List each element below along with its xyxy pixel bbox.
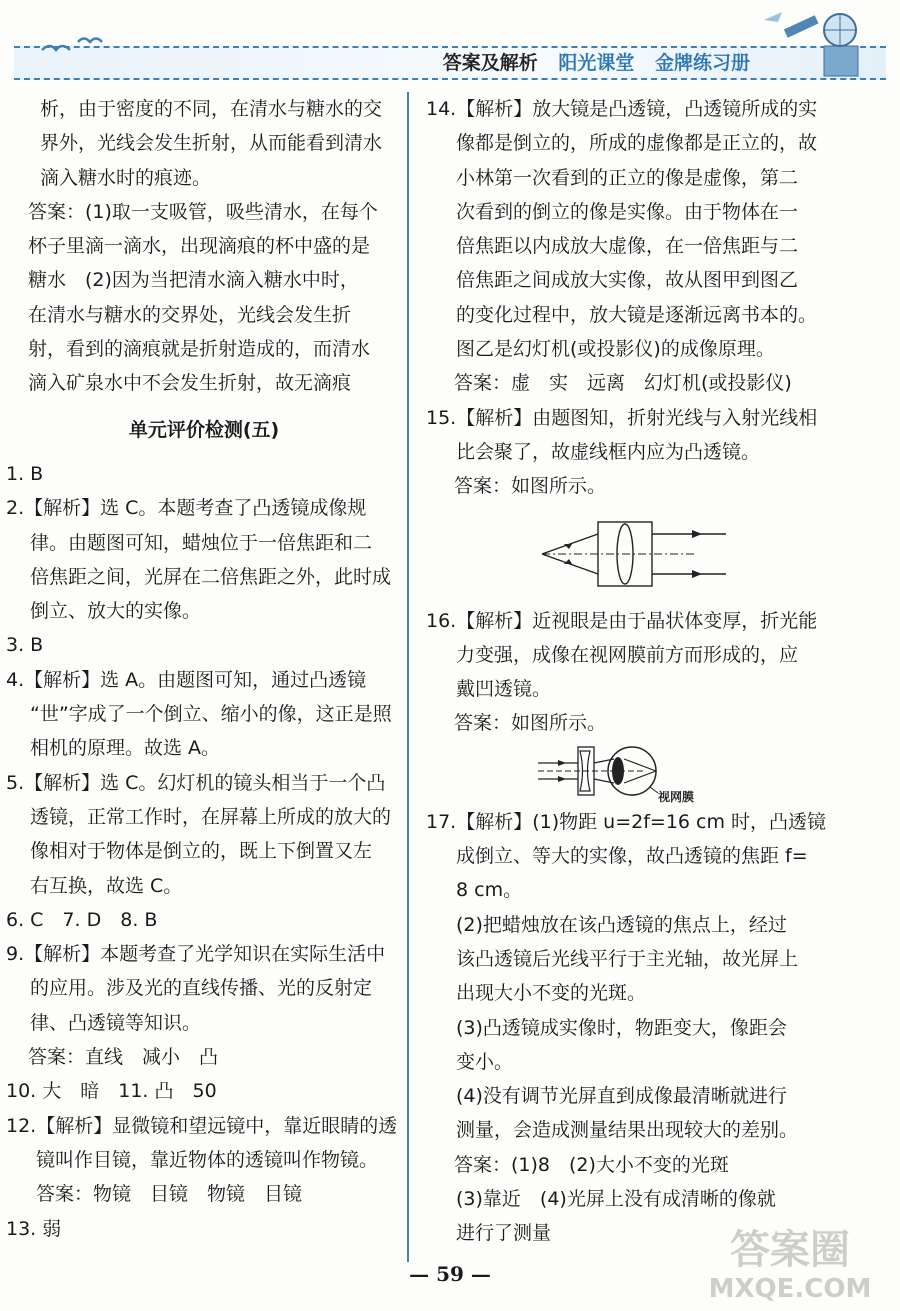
text-line: 射，看到的滴痕就是折射造成的，而清水 xyxy=(28,338,371,361)
convex-lens-diagram xyxy=(426,504,816,604)
text-line: 杯子里滴一滴水，出现滴痕的杯中盛的是 xyxy=(28,235,371,258)
header-book-label: 金牌练习册 xyxy=(654,52,750,74)
text-line: 戴凹透镜。 xyxy=(456,678,552,701)
answer-line: 答案：(1)8 (2)大小不变的光斑 xyxy=(454,1153,729,1176)
text-line: 在清水与糖水的交界处，光线会发生折 xyxy=(28,303,352,326)
globe-telescope-icon xyxy=(754,0,874,80)
header-series-label: 阳光课堂 xyxy=(558,52,635,74)
item-line: 10. 大 暗 11. 凸 50 xyxy=(6,1080,217,1103)
text-line: 比会聚了，故虚线框内应为凸透镜。 xyxy=(456,440,761,463)
item-line: 17.【解析】(1)物距 u=2f=16 cm 时，凸透镜 xyxy=(426,810,827,833)
item-line: 5.【解析】选 C。幻灯机的镜头相当于一个凸 xyxy=(6,771,386,794)
text-line: 透镜，正常工作时，在屏幕上所成的放大的 xyxy=(30,805,392,828)
myopia-correction-diagram xyxy=(426,741,816,805)
page-number: — 59 — xyxy=(409,1262,491,1286)
text-line: (3)凸透镜成实像时，物距变大，像距会 xyxy=(456,1016,787,1039)
text-line: 测量，会造成测量结果出现较大的差别。 xyxy=(456,1119,799,1142)
text-line: 滴入矿泉水中不会发生折射，故无滴痕 xyxy=(28,372,352,395)
answer-line: 答案：物镜 目镜 物镜 目镜 xyxy=(36,1183,303,1206)
text-line: 界外，光线会发生折射，从而能看到清水 xyxy=(40,132,383,155)
answer-line: 答案：(1)取一支吸管，吸些清水，在每个 xyxy=(28,200,378,223)
text-line: 倍焦距之间，光屏在二倍焦距之外，此时成 xyxy=(30,565,392,588)
left-column xyxy=(6,92,402,1246)
convex-lens-figure xyxy=(426,504,816,604)
item-line: 16.【解析】近视眼是由于晶状体变厚，折光能 xyxy=(426,609,818,632)
text-line: 8 cm。 xyxy=(456,879,523,902)
birds-icon xyxy=(40,28,120,58)
text-line: 像相对于物体是倒立的，既上下倒置又左 xyxy=(30,840,373,863)
text-line: 倍焦距以内成放大虚像，在一倍焦距与二 xyxy=(456,235,799,258)
text-line: 右互换，故选 C。 xyxy=(30,874,183,897)
text-line: 律、凸透镜等知识。 xyxy=(30,1011,202,1034)
text-line: 律。由题图可知，蜡烛位于一倍焦距和二 xyxy=(30,531,373,554)
text-line: 滴入糖水时的痕迹。 xyxy=(40,166,212,189)
text-line: “世”字成了一个倒立、缩小的像，这正是照 xyxy=(30,703,392,726)
item-line: 1. B xyxy=(6,462,44,485)
answer-line: 答案：如图所示。 xyxy=(454,475,607,498)
text-line: 成倒立、等大的实像，故凸透镜的焦距 f= xyxy=(456,845,808,868)
text-line: 该凸透镜后光线平行于主光轴，故光屏上 xyxy=(456,947,799,970)
item-line: 6. C 7. D 8. B xyxy=(6,908,158,931)
item-line: 14.【解析】放大镜是凸透镜，凸透镜所成的实 xyxy=(426,98,818,120)
text-line: 倒立、放大的实像。 xyxy=(30,600,202,623)
text-line: 析，由于密度的不同，在清水与糖水的交 xyxy=(40,98,383,120)
watermark-text-top: 答案圈 xyxy=(730,1227,850,1273)
text-line: 力变强，成像在视网膜前方而形成的，应 xyxy=(456,643,799,666)
text-line: 出现大小不变的光斑。 xyxy=(456,982,647,1005)
text-line: 次看到的倒立的像是实像。由于物体在一 xyxy=(456,200,799,223)
item-line: 3. B xyxy=(6,634,44,657)
watermark-text-bottom: MXQE.COM xyxy=(708,1274,872,1304)
item-line: 4.【解析】选 A。由题图可知，通过凸透镜 xyxy=(6,668,367,691)
text-line: 倍焦距之间成放大实像，故从图甲到图乙 xyxy=(456,269,799,292)
answer-line: 答案：如图所示。 xyxy=(454,712,607,735)
watermark-logo xyxy=(690,1215,890,1305)
item-line: 2.【解析】选 C。本题考查了凸透镜成像规 xyxy=(6,497,367,520)
right-column xyxy=(426,92,827,1251)
text-line: 像都是倒立的，所成的虚像都是正立的，故 xyxy=(456,132,818,155)
header-title xyxy=(443,46,750,80)
text-line: 糖水 (2)因为当把清水滴入糖水中时， xyxy=(28,269,359,292)
page-header xyxy=(0,0,900,90)
text-line: (4)没有调节光屏直到成像最清晰就进行 xyxy=(456,1085,787,1108)
retina-label: 视网膜 xyxy=(658,789,695,804)
eye-concave-lens-figure xyxy=(426,741,816,805)
item-line: 9.【解析】本题考查了光学知识在实际生活中 xyxy=(6,943,386,966)
text-line: 的变化过程中，放大镜是逐渐远离书本的。 xyxy=(456,303,818,326)
section-title: 单元评价检测(五) xyxy=(128,418,280,441)
text-line: 镜叫作目镜，靠近物体的透镜叫作物镜。 xyxy=(36,1148,379,1171)
text-line: 的应用。涉及光的直线传播、光的反射定 xyxy=(30,977,373,1000)
answer-line: 答案：直线 减小 凸 xyxy=(28,1046,219,1069)
text-line: 变小。 xyxy=(456,1050,514,1073)
header-answers-label: 答案及解析 xyxy=(442,52,538,74)
text-line: 相机的原理。故选 A。 xyxy=(30,737,221,760)
text-line: 进行了测量 xyxy=(456,1222,552,1245)
text-line: 图乙是幻灯机(或投影仪)的成像原理。 xyxy=(456,338,775,361)
answer-line: 答案：虚 实 远离 幻灯机(或投影仪) xyxy=(454,372,792,395)
item-line: 13. 弱 xyxy=(6,1217,62,1240)
item-line: 12.【解析】显微镜和望远镜中，靠近眼睛的透 xyxy=(6,1114,398,1137)
column-divider xyxy=(407,92,409,1262)
text-line: (3)靠近 (4)光屏上没有成清晰的像就 xyxy=(456,1188,776,1211)
item-line: 15.【解析】由题图知，折射光线与入射光线相 xyxy=(426,406,818,429)
text-line: (2)把蜡烛放在该凸透镜的焦点上，经过 xyxy=(456,913,787,936)
text-line: 小林第一次看到的正立的像是虚像，第二 xyxy=(456,166,799,189)
